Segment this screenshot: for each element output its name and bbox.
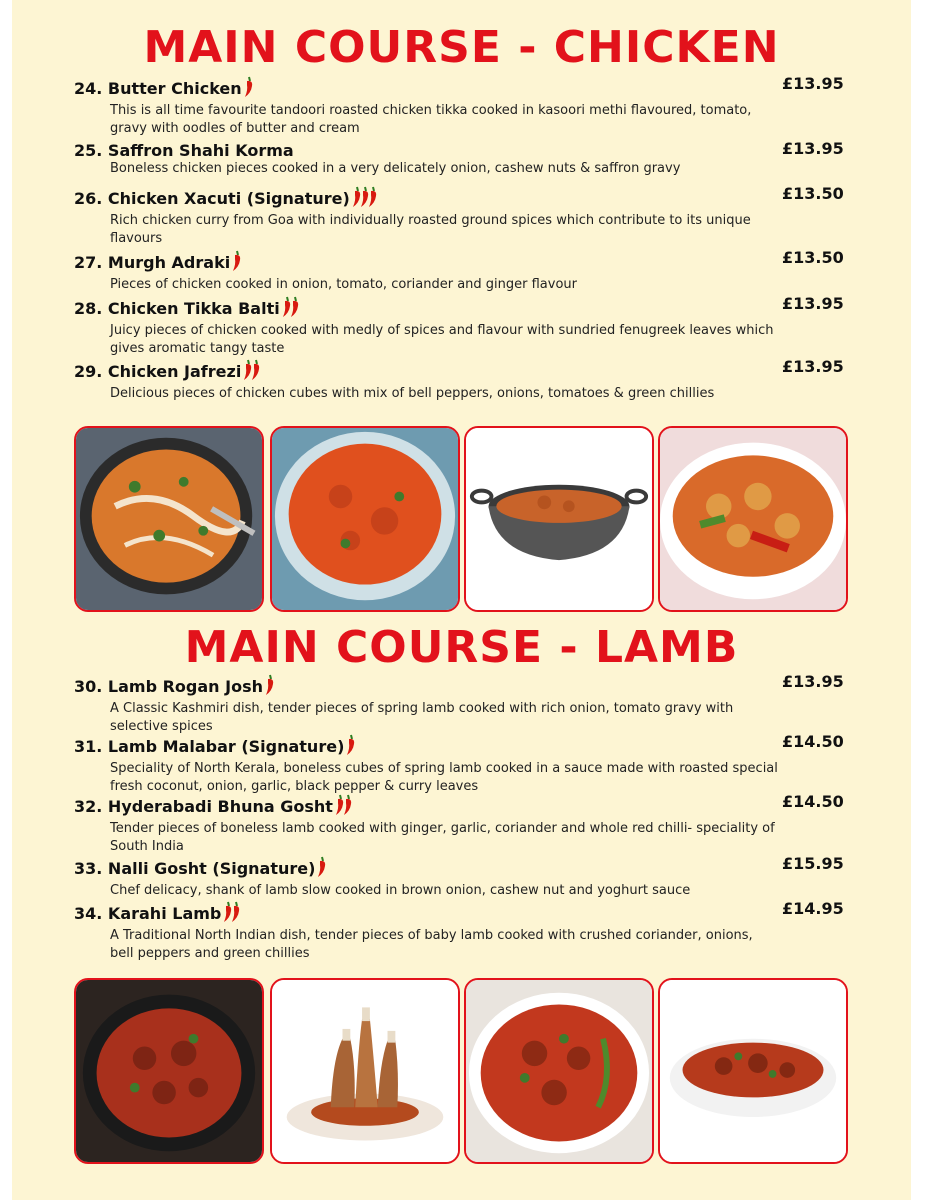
item-number: 32. [74, 797, 103, 816]
nalli-gosht-photo [270, 978, 460, 1164]
menu-item [74, 250, 864, 294]
chilli-icon [231, 250, 243, 276]
chilli-icon [264, 674, 276, 700]
chilli-rating [222, 901, 238, 927]
item-description: A Traditional North Indian dish, tender pieces of baby lamb cooked with crushed coriander, onions, bell peppers and green chillies [110, 928, 753, 961]
item-number: 25. [74, 141, 103, 160]
menu-item [74, 856, 864, 900]
item-price: £15.95 [782, 854, 844, 873]
chilli-icon [342, 794, 354, 820]
item-price: £14.95 [782, 899, 844, 918]
item-description: A Classic Kashmiri dish, tender pieces of spring lamb cooked with rich onion, tomato gravy with selective spices [110, 701, 734, 734]
menu-item [74, 296, 864, 358]
menu-item [74, 359, 864, 403]
chilli-icon [367, 186, 379, 212]
item-number: 33. [74, 859, 103, 878]
menu-page [12, 0, 911, 1200]
lamb-bhuna-photo [464, 978, 654, 1164]
menu-item [74, 186, 864, 248]
item-name: Karahi Lamb [107, 904, 222, 923]
item-price: £13.95 [782, 357, 844, 376]
item-description: Boneless chicken pieces cooked in a very delicately onion, cashew nuts & saffron gravy [110, 161, 681, 176]
chicken-balti-photo [464, 426, 654, 612]
chilli-rating [345, 734, 353, 760]
menu-item [74, 901, 864, 963]
item-description: Delicious pieces of chicken cubes with mix of bell peppers, onions, tomatoes & green chillies [110, 386, 715, 401]
item-name: Lamb Rogan Josh [107, 677, 263, 696]
item-description: Pieces of chicken cooked in onion, tomato, coriander and ginger flavour [110, 277, 577, 292]
menu-item [74, 674, 864, 736]
chicken-photo-strip [74, 426, 854, 614]
item-description: This is all time favourite tandoori roasted chicken tikka cooked in kasoori methi flavoured, tomato, gravy with oodles of butter and cream [110, 103, 752, 136]
item-price: £13.50 [782, 248, 844, 267]
item-name: Lamb Malabar (Signature) [107, 737, 345, 756]
section-title-chicken: MAIN COURSE - CHICKEN [143, 22, 780, 73]
butter-chicken-photo [74, 426, 264, 612]
item-name: Nalli Gosht (Signature) [107, 859, 316, 878]
item-description: Speciality of North Kerala, boneless cubes of spring lamb cooked in a sauce made with roasted special fresh coconut, onion, garlic, black pepper & curry leaves [110, 761, 778, 794]
item-description: Rich chicken curry from Goa with individually roasted ground spices which contribute to its unique flavours [110, 213, 751, 246]
chilli-rating [243, 76, 251, 102]
menu-item [74, 76, 864, 138]
chilli-icon [345, 734, 357, 760]
chilli-rating [231, 250, 239, 276]
chicken-korma-photo [270, 426, 460, 612]
menu-item [74, 734, 864, 796]
item-description: Tender pieces of boneless lamb cooked with ginger, garlic, coriander and whole red chilli- speciality of South India [110, 821, 775, 854]
item-number: 34. [74, 904, 103, 923]
item-name: Saffron Shahi Korma [107, 141, 294, 160]
karahi-lamb-photo [658, 978, 848, 1164]
item-number: 30. [74, 677, 103, 696]
item-number: 24. [74, 79, 103, 98]
item-number: 29. [74, 362, 103, 381]
chilli-rating [264, 674, 272, 700]
chilli-rating [242, 359, 258, 385]
item-description: Chef delicacy, shank of lamb slow cooked in brown onion, cashew nut and yoghurt sauce [110, 883, 691, 898]
item-name: Hyderabadi Bhuna Gosht [107, 797, 333, 816]
chilli-icon [243, 76, 255, 102]
item-description: Juicy pieces of chicken cooked with medly of spices and flavour with sundried fenugreek leaves which gives aromatic tangy taste [110, 323, 774, 356]
item-name: Chicken Xacuti (Signature) [107, 189, 350, 208]
item-number: 28. [74, 299, 103, 318]
item-name: Butter Chicken [107, 79, 242, 98]
item-name: Murgh Adraki [107, 253, 231, 272]
item-price: £14.50 [782, 732, 844, 751]
chilli-rating [316, 856, 324, 882]
chilli-icon [289, 296, 301, 322]
chilli-icon [316, 856, 328, 882]
item-number: 27. [74, 253, 103, 272]
chilli-icon [250, 359, 262, 385]
chilli-rating [334, 794, 350, 820]
menu-item [74, 141, 864, 178]
chilli-rating [281, 296, 297, 322]
item-price: £13.95 [782, 74, 844, 93]
item-number: 26. [74, 189, 103, 208]
item-price: £13.95 [782, 672, 844, 691]
item-price: £13.95 [782, 294, 844, 313]
item-price: £14.50 [782, 792, 844, 811]
section-title-lamb: MAIN COURSE - LAMB [184, 622, 739, 673]
item-price: £13.50 [782, 184, 844, 203]
chilli-icon [230, 901, 242, 927]
item-number: 31. [74, 737, 103, 756]
item-price: £13.95 [782, 139, 844, 158]
chicken-jalfrezi-photo [658, 426, 848, 612]
chilli-rating [351, 186, 375, 212]
menu-item [74, 794, 864, 856]
item-name: Chicken Jafrezi [107, 362, 242, 381]
item-name: Chicken Tikka Balti [107, 299, 280, 318]
lamb-curry-skillet-photo [74, 978, 264, 1164]
lamb-photo-strip [74, 978, 854, 1166]
